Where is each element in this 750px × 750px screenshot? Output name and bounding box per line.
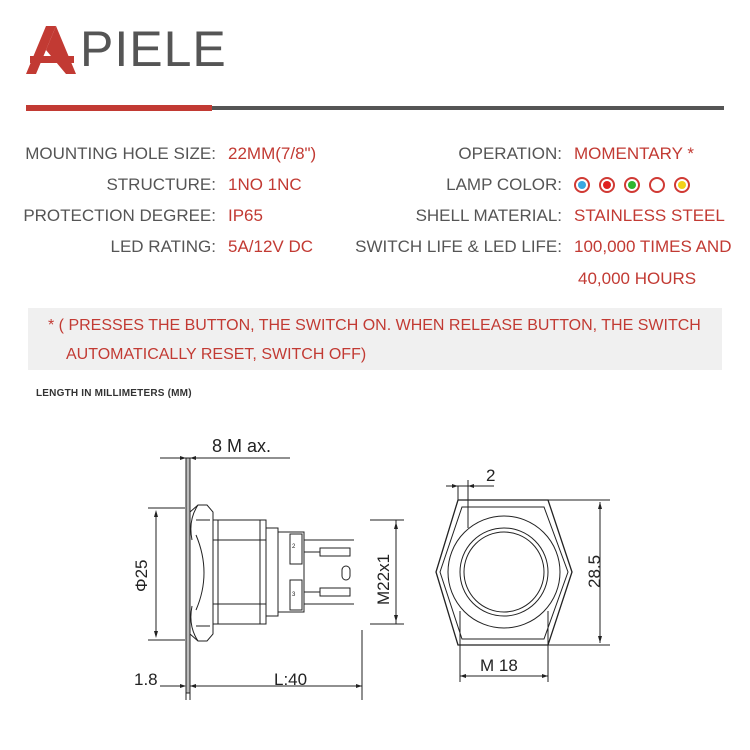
brand-name: PIELE <box>80 21 227 77</box>
spec-label-protection: PROTECTION DEGREE: <box>23 206 216 225</box>
spec-value-mounting: 22MM(7/8") <box>228 144 317 163</box>
spec-label-operation: OPERATION: <box>458 144 562 163</box>
dim-thread-label: M22x1 <box>374 553 393 605</box>
spec-value-life-line2: 40,000 HOURS <box>578 269 697 288</box>
spec-value-led-rating: 5A/12V DC <box>228 237 314 256</box>
spec-value-structure: 1NO 1NC <box>228 175 302 194</box>
note-line-2: AUTOMATICALLY RESET, SWITCH OFF) <box>66 346 367 363</box>
spec-label-shell: SHELL MATERIAL: <box>415 206 562 225</box>
dim-max-label: 8 M ax. <box>212 436 272 456</box>
length-caption: LENGTH IN MILLIMETERS (MM) <box>36 388 192 399</box>
dim-flange-label: 1.8 <box>134 670 158 689</box>
svg-text:2: 2 <box>292 544 296 550</box>
dim-ring-label: 2 <box>486 466 496 485</box>
spec-value-shell: STAINLESS STEEL <box>574 206 725 225</box>
dim-hex-label: 28.5 <box>585 554 604 588</box>
dim-diameter-label: Φ25 <box>132 559 151 592</box>
dim-length-label: L:40 <box>274 670 308 689</box>
dim-m18-label: M 18 <box>480 656 518 675</box>
spec-value-operation: MOMENTARY * <box>574 144 694 163</box>
spec-label-led-rating: LED RATING: <box>110 237 216 256</box>
spec-label-mounting: MOUNTING HOLE SIZE: <box>25 144 216 163</box>
svg-text:3: 3 <box>292 592 296 598</box>
note-line-1: * ( PRESSES THE BUTTON, THE SWITCH ON. WHEN RELEASE BUTTON, THE SWITCH <box>48 317 701 334</box>
spec-value-protection: IP65 <box>228 206 263 225</box>
spec-label-life: SWITCH LIFE & LED LIFE: <box>355 237 562 256</box>
spec-label-structure: STRUCTURE: <box>106 175 216 194</box>
spec-label-lamp-color: LAMP COLOR: <box>446 175 562 194</box>
spec-value-life: 100,000 TIMES AND <box>574 237 732 256</box>
